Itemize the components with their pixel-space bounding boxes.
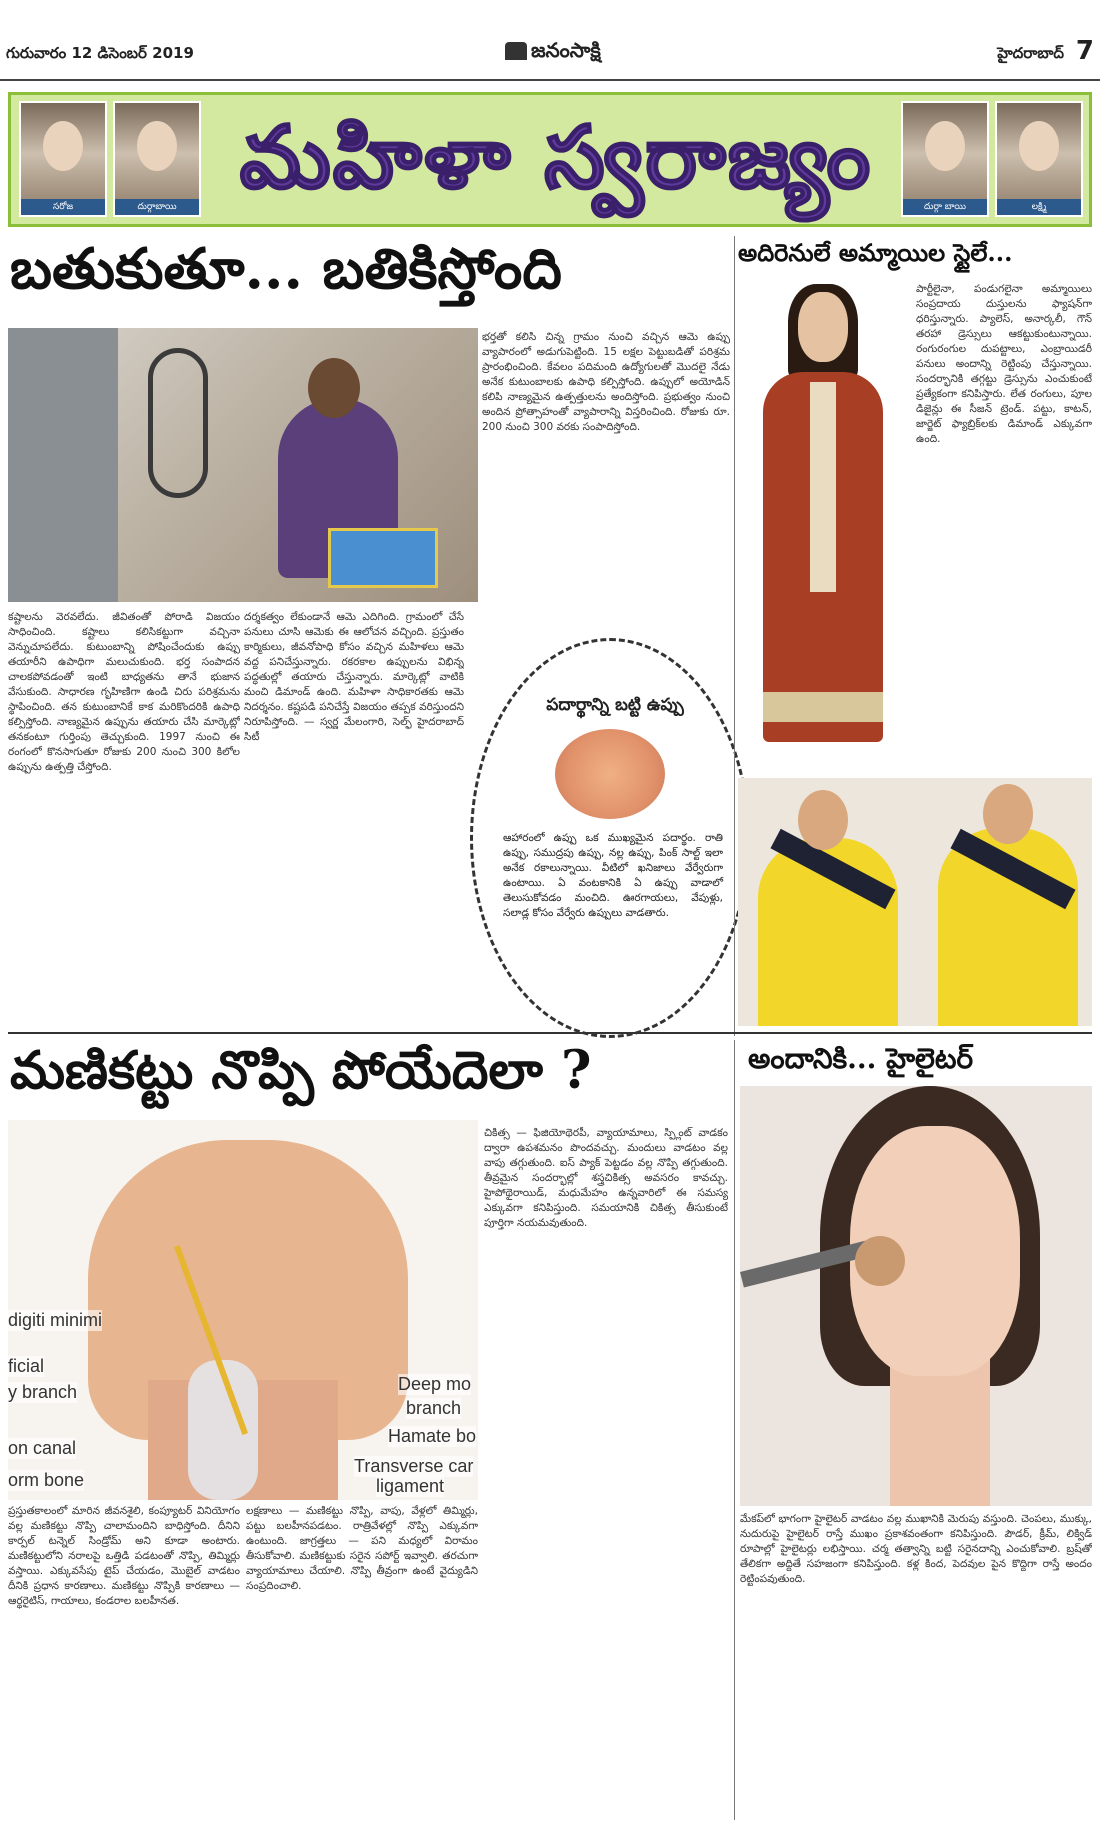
main-story-headline: బతుకుతూ... బతికిస్తోంది [10,236,562,302]
portrait-caption: సరోజ [21,199,105,215]
diagram-label: on canal [8,1438,77,1458]
wrist-story-column-3: చికిత్స — ఫిజియోథెరపీ, వ్యాయామాలు, స్ప్లింట్ వాడకం ద్వారా ఉపశమనం పొందవచ్చు. మందులు వాడటం వల్ల వాపు తగ్గుతుంది. ఐస్ ప్యాక్ పెట్టడం వల్ల నొప్పి తగ్గుతుంది. తీవ్రమైన సందర్భాల్లో శస్త్రచికిత్స అవసరం కావచ్చు. హైపోథైరాయిడ్, మధుమేహం ఉన్నవారిలో ఈ సమస్య ఎక్కువగా కనిపిస్తుంది. సమయానికి చికిత్స తీసుకుంటే పూర్తిగా నయమవుతుంది. [484,1127,728,1229]
model-right-face [983,784,1033,844]
photo-wheel [148,348,208,498]
portrait-face [43,121,83,171]
diagram-label: branch [406,1398,462,1418]
fashion-story-headline: అదిరెనులే అమ్మాయిల స్టైలే... [738,238,1013,267]
salt-sidebar-title: పదార్థాన్ని బట్టి ఉప్పు [546,695,684,715]
diagram-label: Transverse car [354,1456,474,1476]
portrait-caption: దుర్గా బాయి [903,199,987,215]
makeup-model-photo [740,1086,1092,1506]
salt-worker-photo [8,328,478,602]
page-number: 7 [1075,36,1094,66]
diagram-label: ligament [376,1476,445,1496]
diagram-label: ficial [8,1356,45,1376]
photo-tub [328,528,438,588]
masthead [0,0,1100,80]
issue-date: గురువారం 12 డిసెంబర్ 2019 [6,44,194,62]
portrait-face [137,121,177,171]
masthead-divider [0,79,1100,81]
portrait-face [1019,121,1059,171]
model-neck [890,1356,990,1506]
diagram-label: Deep mo [398,1374,472,1394]
photo-shed [8,328,118,602]
model-face [798,292,848,362]
main-story-column-1: కష్టాలను వెరవలేదు. జీవితంతో పోరాడి విజయం సాధించింది. కష్టాలు కలిసికట్టుగా వచ్చినా వెన్నుచూపలేదు. కుటుంబాన్ని పోషించేందుకు ఉప్పు తయారీని ఉపాధిగా మలుచుకుంది. భర్త సంపాదన చాలకపోవడంతో ఇంటి బాధ్యతను తానే భుజాన వేసుకుంది. సాధారణ గృహిణిగా ఉండి చిరు పరిశ్రమను స్థాపించింది. తన కుటుంబానికే కాక మరికొందరికి ఉపాధి కల్పిస్తోంది. నాణ్యమైన ఉప్పును తయారు చేసి మార్కెట్లో తనకంటూ గుర్తింపు తెచ్చుకుంది. 1997 నుంచి ఈ రంగంలో కొనసాగుతూ రోజుకు 200 నుంచి 300 కిలోల ఉప్పును ఉత్పత్తి చేస్తోంది. [8,611,240,773]
salt-bowl-image [555,729,665,819]
highlighter-story-body: మేకప్‌లో భాగంగా హైలైటర్ వాడటం వల్ల ముఖానికి మెరుపు వస్తుంది. చెంపలు, ముక్కు, నుదురుపై హైలైటర్ రాస్తే ముఖం ప్రకాశవంతంగా కనిపిస్తుంది. పౌడర్, క్రీమ్, లిక్విడ్ రూపాల్లో హైలైటర్లు లభిస్తాయి. చర్మ తత్వాన్ని బట్టి సరైనదాన్ని ఎంచుకోవాలి. బ్రష్‌తో తేలికగా అద్దితే సహజంగా కనిపిస్తుంది. కళ్ల కింద, పెదవుల పైన కొద్దిగా రాస్తే అందం రెట్టింపవుతుంది. [740,1513,1092,1585]
portrait-2 [113,101,201,217]
portrait-face [925,121,965,171]
brush-bristles [855,1236,905,1286]
main-story-column-3: భర్తతో కలిసి చిన్న గ్రామం నుంచి వచ్చిన ఆమె ఉప్పు వ్యాపారంలో అడుగుపెట్టింది. 15 లక్షల పెట్టుబడితో పరిశ్రమ ప్రారంభించింది. కేవలం పదిమంది ఉద్యోగులతో మొదలై నేడు అనేక కుటుంబాలకు ఉపాధి కల్పిస్తోంది. ఉప్పులో అయోడిన్ కలిపి నాణ్యమైన ఉత్పత్తులను అందిస్తోంది. ప్రభుత్వం నుంచి అందిన ప్రోత్సాహంతో వ్యాపారాన్ని విస్తరించింది. రోజుకు రూ. 200 నుంచి 300 వరకు సంపాదిస్తోంది. [482,331,730,433]
photo-head [308,358,360,418]
paper-name: జనంసాక్షి [531,38,601,62]
section-banner [8,92,1092,227]
portrait-caption: దుర్గాబాయి [115,199,199,215]
logo-icon [505,42,527,60]
column-divider [734,236,735,1036]
fashion-model-photo [738,282,908,742]
portrait-3 [901,101,989,217]
wrist-story-column-1: ప్రస్తుతకాలంలో మారిన జీవనశైలి, కంప్యూటర్ వినియోగం వల్ల మణికట్టు నొప్పి చాలామందిని బాధిస్తోంది. దీనిని కార్పల్ టన్నెల్ సిండ్రోమ్ అని కూడా అంటారు. మణికట్టులోని నరాలపై ఒత్తిడి పడటంతో నొప్పి, తిమ్మిర్లు వస్తాయి. ఎక్కువసేపు టైప్ చేయడం, మొబైల్ వాడటం దీనికి ప్రధాన కారణాలు. మణికట్టు నొప్పికి కారణాలు — ఆర్థరైటిస్, గాయాలు, కండరాల బలహీనత. [8,1505,240,1607]
main-story-column-2: దర్శకత్వం లేకుండానే ఆమె ఎదిగింది. గ్రామంలో చేసే పనులు చూసి ఆమెకు ఈ ఆలోచన వచ్చింది. ప్రస్తుతం కార్మికులు, జీవనోపాధి కోసం వచ్చిన మహిళలు ఆమె వద్ద పనిచేస్తున్నారు. రకరకాల ఉప్పులను విభిన్న పద్ధతుల్లో తయారు చేస్తున్నారు. మార్కెట్లో వాటికి మంచి డిమాండ్ ఉంది. మహిళా సాధికారతకు ఆమె నిదర్శనం. కష్టపడి పనిచేస్తే విజయం తప్పక వరిస్తుందని నిరూపిస్తోంది. — స్వర్ణ మేలంగారి, సెల్ఫ్ హైదరాబాద్ సిటీ [244,611,464,743]
highlighter-story-headline: అందానికి... హైలైటర్ [748,1042,974,1075]
dress-hem [763,692,883,722]
wrist-anatomy-diagram [8,1120,478,1500]
fashion-story-body: పార్టీలైనా, పండుగలైనా అమ్మాయిలు సంప్రదాయ దుస్తులను ఫ్యాషన్‌గా ధరిస్తున్నారు. ప్యాలెస్, అనార్కలీ, గౌన్ తరహా డ్రెస్సులు ఆకట్టుకుంటున్నాయి. రంగురంగుల దుపట్టాలు, ఎంబ్రాయిడరీ పనులు అందాన్ని రెట్టింపు చేస్తున్నాయి. సందర్భానికి తగ్గట్టు డ్రెస్సును ఎంచుకుంటే ప్రత్యేకంగా కనిపిస్తారు. లేత రంగులు, పూల డిజైన్లు ఈ సీజన్ ట్రెండ్. పట్టు, కాటన్, జార్జెట్ ఫ్యాబ్రిక్‌లకు డిమాండ్ ఎక్కువగా ఉంది. [916,283,1092,445]
section-divider [8,1032,1092,1034]
yellow-dress-photo [738,778,1092,1026]
wrist-story-column-2: లక్షణాలు — మణికట్టు నొప్పి, వాపు, వేళ్లలో తిమ్మిర్లు, పట్టు బలహీనపడటం. రాత్రివేళల్లో నొప్పి ఎక్కువగా ఉంటుంది. జాగ్రత్తలు — పని మధ్యలో విరామం తీసుకోవాలి. మణికట్టుకు సరైన సపోర్ట్ ఇవ్వాలి. తరచుగా వ్యాయామాలు చేయాలి. నొప్పి తీవ్రంగా ఉంటే వైద్యుడిని సంప్రదించాలి. [246,1505,478,1592]
diagram-label: y branch [8,1382,78,1402]
salt-sidebar [470,638,750,1038]
salt-sidebar-body: ఆహారంలో ఉప్పు ఒక ముఖ్యమైన పదార్థం. రాతి ఉప్పు, సముద్రపు ఉప్పు, నల్ల ఉప్పు, పింక్ సాల్ట్ ఇలా అనేక రకాలున్నాయి. వీటిలో ఖనిజాలు వేర్వేరుగా ఉంటాయి. ఏ వంటకానికి ఏ ఉప్పు వాడాలో తెలుసుకోవడం మంచిది. ఊరగాయలు, వేపుళ్లు, సలాడ్ల కోసం వేర్వేరు ఉప్పులు వాడతారు. [503,832,723,919]
diagram-label: digiti minimi [8,1310,103,1330]
portrait-4 [995,101,1083,217]
diagram-label: Hamate bo [388,1426,477,1446]
model-left-face [798,790,848,850]
diagram-label: orm bone [8,1470,85,1490]
portrait-1 [19,101,107,217]
section-title: మహిళా స్వరాజ్యం [239,107,873,208]
wrist-story-headline: మణికట్టు నొప్పి పోయేదెలా ? [10,1040,592,1101]
dress-panel [810,382,836,592]
edition-city: హైదరాబాద్ [997,44,1064,62]
column-divider [734,1040,735,1820]
portrait-caption: లక్ష్మి [997,199,1081,215]
paper-logo [505,38,601,67]
